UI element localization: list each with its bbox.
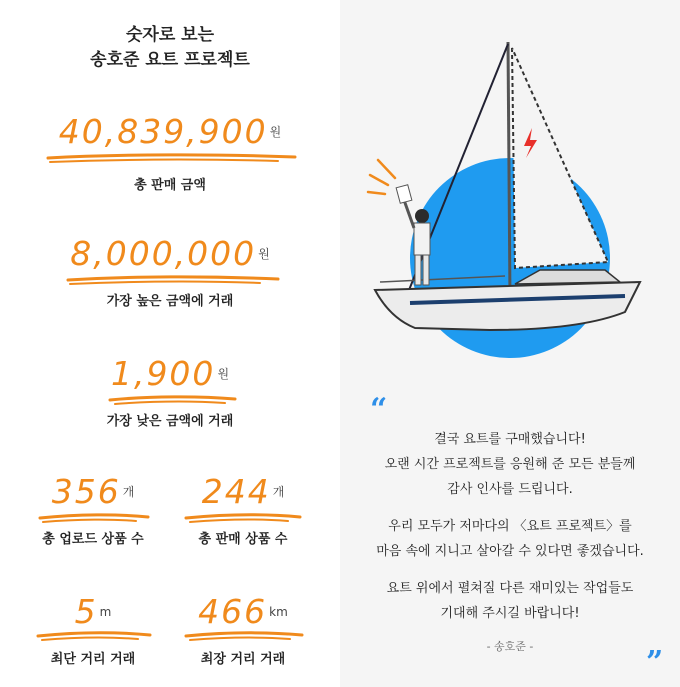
underline-stroke <box>168 628 318 642</box>
stat-value: 5 <box>74 592 98 631</box>
main-sail <box>512 48 608 268</box>
stat-unit: 개 <box>272 485 285 499</box>
quote-line-2: 오랜 시간 프로젝트를 응원해 준 모든 분들께 <box>384 457 636 472</box>
underline-stroke <box>20 272 320 286</box>
quote-author: - 송호준 - <box>486 640 534 653</box>
sailboat-illustration <box>340 0 680 380</box>
quote-line-5: 마음 속에 지니고 살아갈 수 있다면 좋겠습니다. <box>376 544 644 559</box>
stat-total-sales <box>20 110 320 195</box>
stat-unit: 원 <box>269 125 282 139</box>
stat-lowest <box>20 352 320 437</box>
stat-unit: 원 <box>217 367 230 381</box>
stat-label: 최단 거리 거래 <box>50 652 136 667</box>
stat-label: 총 업로드 상품 수 <box>42 532 144 547</box>
stat-label: 가장 높은 금액에 거래 <box>106 294 234 309</box>
stat-label: 최장 거리 거래 <box>200 652 286 667</box>
stat-highest <box>20 232 320 317</box>
stat-uploads <box>18 470 168 550</box>
quote-panel <box>340 0 680 687</box>
stat-label: 총 판매 상품 수 <box>198 532 288 547</box>
stat-sold <box>168 470 318 550</box>
underline-stroke <box>18 510 168 524</box>
stat-value: 356 <box>51 472 121 511</box>
quote-line-4: 우리 모두가 저마다의 〈요트 프로젝트〉를 <box>388 519 632 534</box>
quote-line-3: 감사 인사를 드립니다. <box>447 482 573 497</box>
underline-stroke <box>20 150 320 164</box>
boat-hull <box>375 282 640 330</box>
stat-unit: 개 <box>122 485 135 499</box>
quote-open-icon: “ <box>370 392 388 427</box>
stat-unit: 원 <box>258 247 270 261</box>
quote-line-6: 요트 위에서 펼쳐질 다른 재미있는 작업들도 <box>386 581 634 596</box>
quote-close-icon: ” <box>646 645 664 680</box>
stat-value: 8,000,000 <box>70 234 257 273</box>
underline-stroke <box>20 392 320 406</box>
stat-value: 40,839,900 <box>58 112 268 151</box>
stat-unit: km <box>269 605 288 619</box>
quote-line-7: 기대해 주시길 바랍니다! <box>440 606 580 621</box>
stat-value: 1,900 <box>110 354 216 393</box>
stat-label: 가장 낮은 금액에 거래 <box>106 414 234 429</box>
mast <box>508 42 510 300</box>
underline-stroke <box>168 510 318 524</box>
stat-longest <box>168 590 318 670</box>
stat-shortest <box>18 590 168 670</box>
stat-unit: m <box>99 605 112 619</box>
title-line-1: 숫자로 보는 <box>125 25 215 45</box>
title-line-2: 송호준 요트 프로젝트 <box>90 50 250 70</box>
stat-label: 총 판매 금액 <box>134 178 206 193</box>
underline-stroke <box>18 628 168 642</box>
stat-value: 466 <box>198 592 268 631</box>
stat-value: 244 <box>201 472 271 511</box>
burst-lines-icon <box>368 160 395 194</box>
quote-line-1: 결국 요트를 구매했습니다! <box>434 432 586 447</box>
